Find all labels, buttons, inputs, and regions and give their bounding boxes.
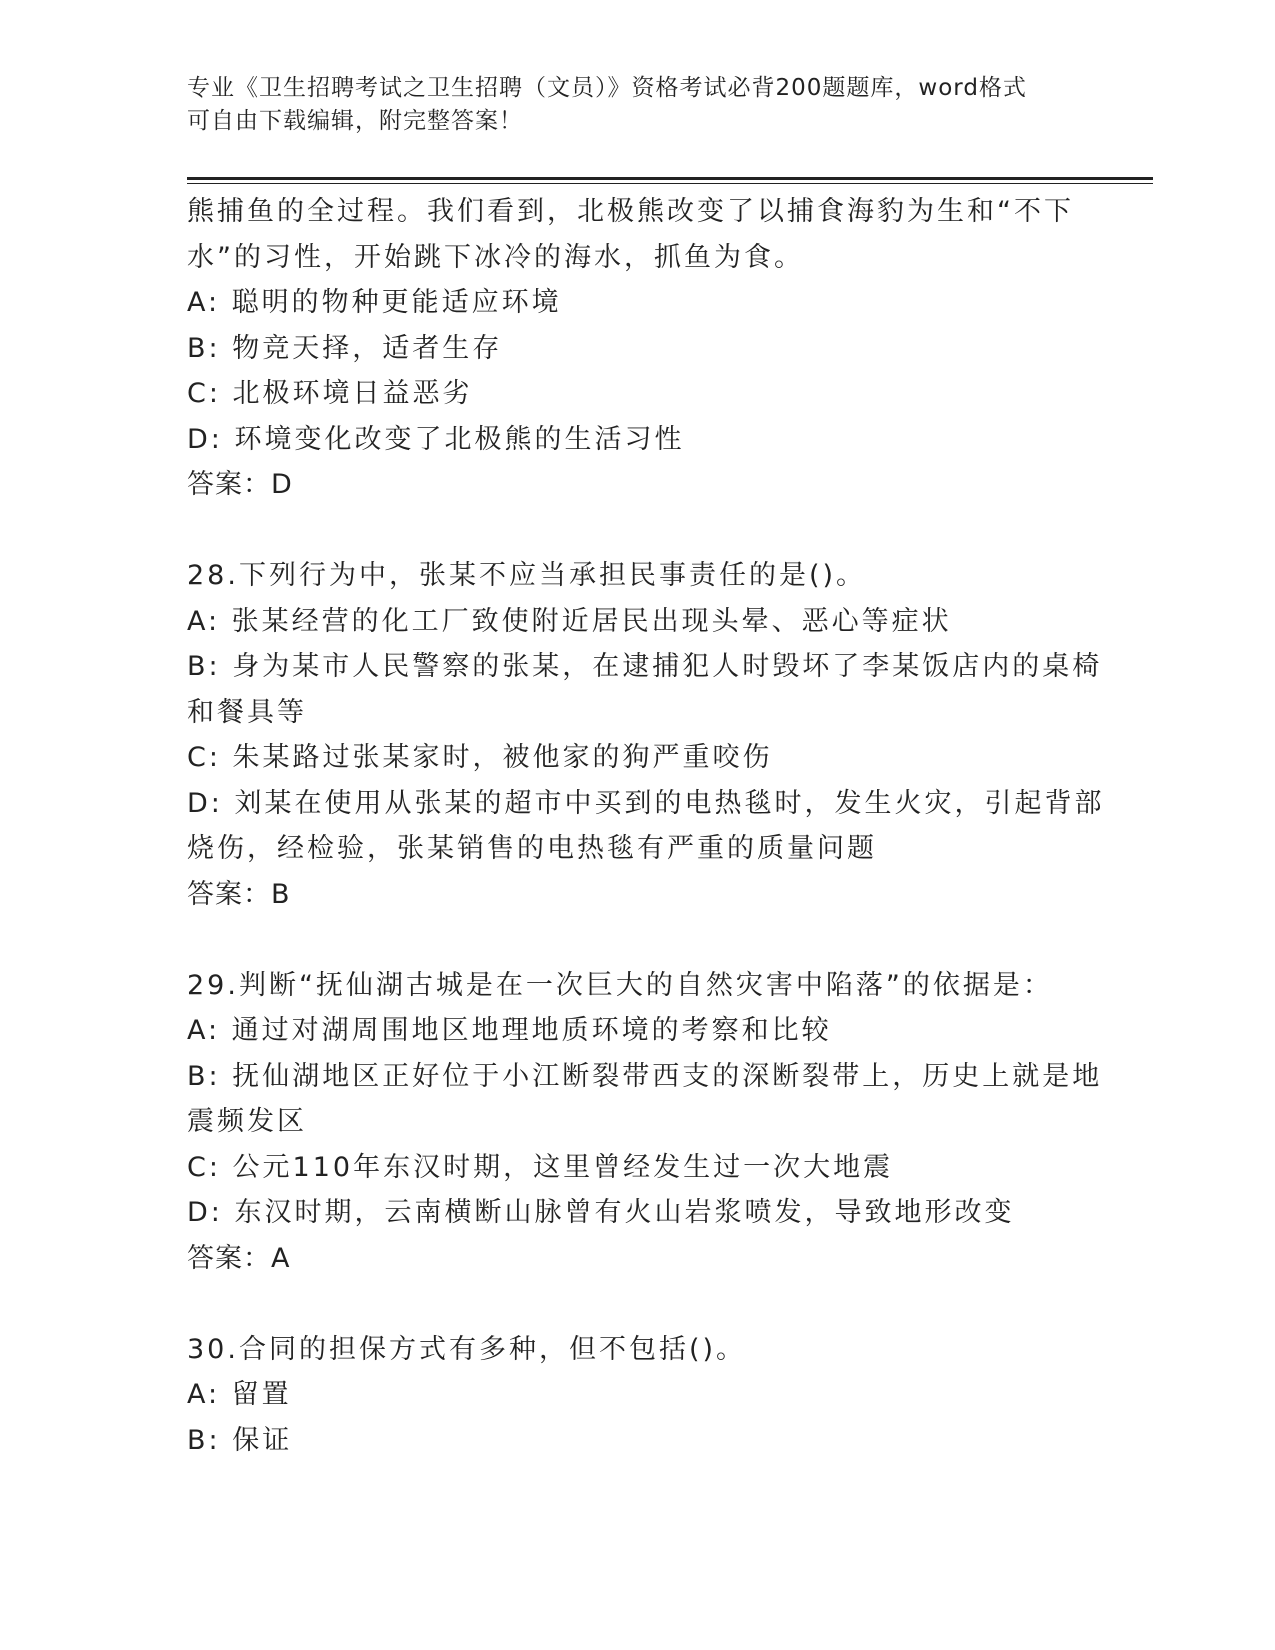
question-text-line: 熊捕鱼的全过程。我们看到，北极熊改变了以捕食海豹为生和“不下 — [187, 196, 1074, 227]
question-27 — [187, 189, 1087, 508]
option-c: C: 北极环境日益恶劣 — [187, 378, 473, 409]
spacer — [187, 508, 1087, 554]
option-a: A: 聪明的物种更能适应环境 — [187, 287, 562, 318]
question-text: 29.判断“抚仙湖古城是在一次巨大的自然灾害中陷落”的依据是： — [187, 969, 1053, 1001]
question-29 — [187, 963, 1103, 1282]
question-text: 28.下列行为中，张某不应当承担民事责任的是()。 — [187, 560, 867, 591]
option-b: B: 抚仙湖地区正好位于小江断裂带西支的深断裂带上，历史上就是地 — [187, 1060, 1103, 1092]
spacer — [187, 917, 1087, 963]
option-c: C: 公元110年东汉时期，这里曾经发生过一次大地震 — [187, 1151, 894, 1183]
header-divider-thick — [187, 177, 1153, 180]
option-a: A: 张某经营的化工厂致使附近居民出现头晕、恶心等症状 — [187, 605, 952, 637]
question-text-line: 水”的习性，开始跳下冰冷的海水，抓鱼为食。 — [187, 241, 804, 273]
option-b: B: 身为某市人民警察的张某，在逮捕犯人时毁坏了李某饭店内的桌椅 — [187, 651, 1103, 682]
spacer — [187, 1281, 1087, 1327]
question-28 — [187, 553, 1105, 917]
option-c: C: 朱某路过张某家时，被他家的狗严重咬伤 — [187, 742, 773, 773]
option-d: D: 环境变化改变了北极熊的生活习性 — [187, 423, 685, 455]
option-b: B: 保证 — [187, 1424, 293, 1456]
option-b-continued: 和餐具等 — [187, 696, 307, 728]
option-b-continued: 震频发区 — [187, 1106, 307, 1137]
header-line-2: 可自由下载编辑，附完整答案！ — [187, 108, 523, 134]
header-line-1: 专业《卫生招聘考试之卫生招聘（文员）》资格考试必背200题题库，word格式 — [187, 75, 1027, 101]
option-d: D: 刘某在使用从张某的超市中买到的电热毯时，发生火灾，引起背部 — [187, 787, 1105, 819]
answer-line: 答案：A — [187, 1242, 291, 1274]
question-text: 30.合同的担保方式有多种，但不包括()。 — [187, 1333, 747, 1365]
question-list — [187, 189, 1105, 1463]
option-a: A: 留置 — [187, 1379, 292, 1410]
option-d: D: 东汉时期，云南横断山脉曾有火山岩浆喷发，导致地形改变 — [187, 1197, 1015, 1228]
option-a: A: 通过对湖周围地区地理地质环境的考察和比较 — [187, 1015, 832, 1046]
question-30 — [187, 1327, 1087, 1464]
page-header — [187, 72, 1087, 138]
option-b: B: 物竞天择，适者生存 — [187, 332, 503, 364]
option-d-continued: 烧伤，经检验，张某销售的电热毯有严重的质量问题 — [187, 833, 877, 864]
header-divider-thin — [187, 183, 1153, 184]
answer-line: 答案：B — [187, 878, 291, 910]
answer-line: 答案：D — [187, 469, 293, 500]
